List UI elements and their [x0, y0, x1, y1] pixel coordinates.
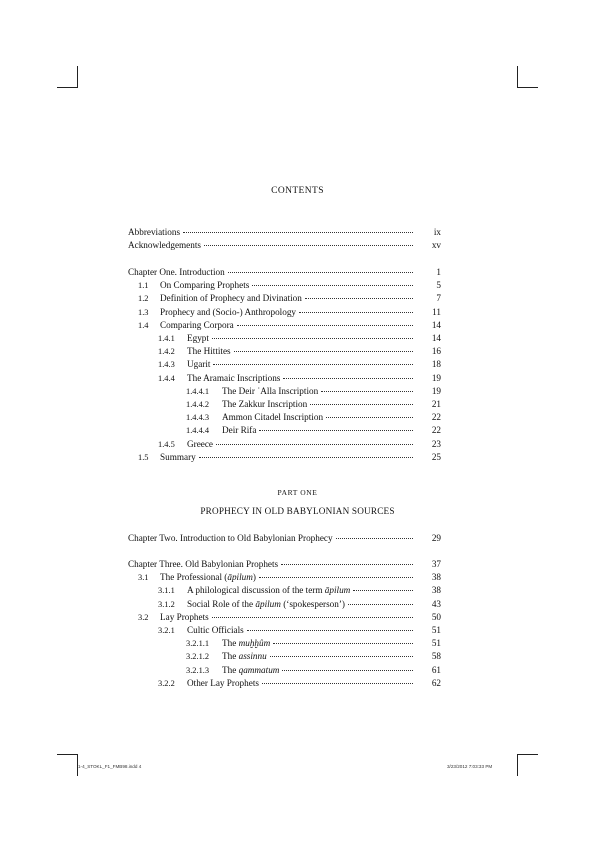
toc-entry: [128, 664, 441, 677]
toc-entry: [128, 372, 441, 385]
toc-entry-title: A philological discussion of the term āpilum: [187, 585, 351, 596]
toc-section-number: 1.4.5: [158, 439, 175, 449]
toc-page-number: 19: [431, 385, 441, 396]
toc-entry: [128, 424, 441, 437]
toc-dot-leader: [348, 603, 413, 605]
crop-mark: [518, 754, 538, 755]
toc-page-number: 5: [436, 280, 441, 291]
toc-page-number: 7: [436, 293, 441, 304]
toc-entry: [128, 624, 441, 637]
toc-dot-leader: [237, 324, 413, 326]
toc-page-number: 62: [431, 677, 441, 688]
toc-dot-leader: [213, 363, 413, 365]
toc-section-number: 1.4.4.4: [186, 426, 210, 436]
toc-dot-leader: [252, 284, 413, 286]
crop-mark: [77, 66, 78, 88]
toc-section-number: 3.1: [138, 573, 149, 583]
toc-page-number: xv: [431, 240, 441, 251]
toc-dot-leader: [228, 271, 413, 273]
toc-entry: [128, 451, 441, 464]
toc-section-number: 3.2.1.1: [186, 639, 210, 649]
toc-dot-leader: [273, 642, 413, 644]
toc-entry-title: The Zakkur Inscription: [222, 399, 308, 409]
toc-entry: [128, 292, 441, 305]
toc-section-number: 1.4: [138, 320, 149, 330]
toc-entry-title: The muḫḫûm: [222, 638, 271, 649]
toc-entry: [128, 332, 441, 345]
toc-entry-title: Chapter Three. Old Babylonian Prophets: [128, 559, 279, 569]
toc-page-number: ix: [433, 227, 441, 237]
toc-entry: [128, 571, 441, 584]
toc-page-number: 25: [431, 451, 441, 462]
toc-page-number: 61: [431, 664, 441, 675]
toc-entry-title: Greece: [187, 438, 214, 449]
toc-page-number: 51: [431, 625, 441, 635]
toc-entry: [128, 438, 441, 451]
toc-entry: [128, 411, 441, 424]
toc-section-number: 1.4.2: [158, 347, 175, 357]
toc-entry-title: Ugarit: [187, 359, 211, 370]
toc-entry-title: Ammon Citadel Inscription: [222, 412, 324, 423]
toc-page-number: 22: [431, 412, 441, 423]
toc-entry: [128, 637, 441, 650]
toc-page-number: 1: [436, 267, 441, 277]
part-title: PROPHECY IN OLD BABYLONIAN SOURCES: [200, 506, 395, 516]
toc-entry-title: Other Lay Prophets: [187, 677, 259, 688]
footer-file-info: 1-4_STOKL_F1_FMB98.indd 4: [78, 764, 142, 769]
toc-dot-leader: [212, 616, 413, 618]
toc-section-number: 1.4.4.3: [186, 413, 210, 423]
toc-section-number: 1.4.3: [158, 360, 175, 370]
crop-mark: [57, 87, 77, 88]
toc-dot-leader: [259, 429, 413, 431]
toc-entry: [128, 598, 441, 611]
toc-page-number: 21: [431, 399, 441, 409]
toc-entry-title: Cultic Officials: [187, 625, 244, 635]
part-label: PART ONE: [277, 488, 318, 497]
page-title: CONTENTS: [271, 186, 324, 196]
toc-dot-leader: [216, 443, 413, 445]
toc-dot-leader: [247, 629, 413, 631]
toc-entry: [128, 385, 441, 398]
toc-dot-leader: [199, 456, 413, 458]
toc-section-number: 3.2: [138, 612, 149, 622]
toc-entry: [128, 279, 441, 292]
toc-dot-leader: [310, 403, 413, 405]
toc-dot-leader: [299, 311, 413, 313]
toc-entry-title: The qammatum: [222, 664, 280, 675]
toc-page-number: 38: [431, 572, 441, 583]
toc-entry: [128, 611, 441, 624]
toc-dot-leader: [183, 231, 413, 233]
toc-section-number: 3.2.1: [158, 626, 175, 635]
toc-dot-leader: [336, 537, 413, 539]
toc-dot-leader: [259, 576, 413, 578]
toc-section-number: 3.1.2: [158, 599, 175, 609]
toc-section-number: 1.1: [138, 281, 149, 291]
toc-page-number: 29: [431, 533, 441, 543]
toc-section-number: 3.2.1.3: [186, 665, 210, 675]
toc-entry-title: Acknowledgements: [128, 240, 201, 251]
toc-page-number: 14: [431, 333, 441, 343]
toc-dot-leader: [281, 563, 413, 565]
toc-dot-leader: [234, 350, 413, 352]
toc-entry: [128, 677, 441, 690]
crop-mark: [517, 66, 518, 88]
toc-entry-title: Definition of Prophecy and Divination: [160, 293, 302, 304]
toc-page-number: 38: [431, 585, 441, 596]
footer-timestamp: 3/23/2012 7:03:33 PM: [447, 764, 493, 769]
toc-page-number: 58: [431, 651, 441, 662]
toc-entry-title: The Aramaic Inscriptions: [187, 372, 281, 383]
toc-entry: [128, 398, 441, 411]
toc-entry: [128, 358, 441, 371]
toc-entry: [128, 319, 441, 332]
toc-dot-leader: [321, 390, 413, 392]
toc-dot-leader: [270, 655, 413, 657]
toc-entry: [128, 266, 441, 279]
toc-page-number: 51: [431, 638, 441, 649]
toc-entry-title: Deir Rifa: [222, 425, 257, 436]
toc-section-number: 1.4.4: [158, 373, 175, 383]
toc-section-number: 1.3: [138, 307, 149, 317]
toc-dot-leader: [212, 337, 413, 339]
toc-page-number: 43: [431, 598, 441, 609]
toc-page-number: 23: [431, 438, 441, 449]
toc-entry-title: The Hittites: [187, 346, 231, 357]
toc-entry-title: Prophecy and (Socio-) Anthropology: [160, 306, 297, 317]
toc-page-number: 14: [431, 319, 441, 330]
toc-page-number: 37: [431, 559, 441, 569]
crop-mark: [518, 87, 538, 88]
toc-entry-title: Egypt: [187, 333, 209, 343]
toc-entry: [128, 226, 441, 239]
toc-page-number: 50: [431, 611, 441, 622]
toc-page-number: 22: [431, 425, 441, 436]
toc-entry-title: Abbreviations: [128, 227, 181, 237]
toc-section-number: 3.2.1.2: [186, 652, 210, 662]
toc-section-number: 3.1.1: [158, 586, 175, 596]
toc-section-number: 1.4.4.2: [186, 400, 210, 409]
toc-page-number: 16: [431, 346, 441, 357]
toc-entry-title: The Professional (āpilum): [160, 572, 256, 583]
toc-section-number: 1.5: [138, 452, 149, 462]
toc-entry: [128, 532, 441, 545]
toc-entry: [128, 558, 441, 571]
toc-dot-leader: [326, 416, 413, 418]
toc-entry-title: Social Role of the āpilum (‘spokesperson’): [187, 598, 345, 609]
toc-entry: [128, 345, 441, 358]
toc-dot-leader: [305, 297, 413, 299]
toc-entry-title: Chapter Two. Introduction to Old Babylonian Prophecy: [128, 533, 333, 543]
toc-entry: [128, 650, 441, 663]
crop-mark: [57, 754, 77, 755]
toc-entry-title: The assinnu: [222, 651, 267, 662]
toc-entry-title: Summary: [160, 451, 196, 462]
toc-entry-title: The Deir ʿAlla Inscription: [222, 385, 319, 396]
toc-entry-title: Comparing Corpora: [160, 319, 234, 330]
toc-entry-title: On Comparing Prophets: [160, 280, 250, 291]
toc-dot-leader: [353, 589, 413, 591]
toc-entry: [128, 306, 441, 319]
toc-dot-leader: [262, 682, 413, 684]
toc-entry: [128, 584, 441, 597]
toc-entry: [128, 239, 441, 252]
toc-section-number: 1.4.1: [158, 334, 175, 343]
toc-dot-leader: [282, 669, 413, 671]
toc-page-number: 11: [432, 306, 441, 317]
toc-dot-leader: [283, 377, 413, 379]
toc-page-number: 19: [431, 372, 441, 383]
toc-section-number: 1.2: [138, 294, 149, 304]
toc-entry-title: Lay Prophets: [160, 611, 209, 622]
toc-entry-title: Chapter One. Introduction: [128, 267, 225, 277]
toc-section-number: 3.2.2: [158, 678, 175, 688]
toc-page-number: 18: [431, 359, 441, 370]
toc-dot-leader: [204, 244, 413, 246]
crop-mark: [517, 754, 518, 776]
toc-section-number: 1.4.4.1: [186, 386, 210, 396]
